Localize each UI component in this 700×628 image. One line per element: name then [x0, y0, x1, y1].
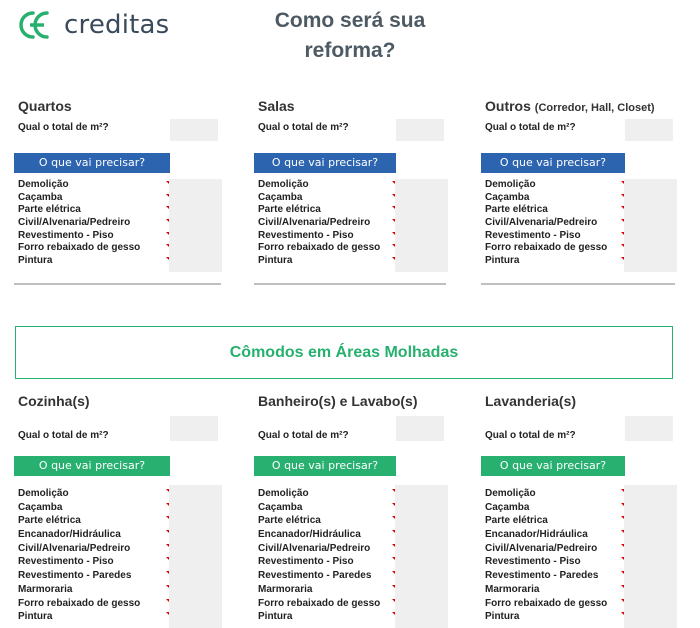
area-question: Qual o total de m²? [18, 430, 109, 441]
service-item-label: Forro rebaixado de gesso [485, 242, 608, 254]
service-item-label: Demolição [485, 488, 536, 499]
service-item-label: Marmoraria [258, 583, 313, 595]
area-input[interactable] [170, 119, 218, 141]
need-button[interactable]: O que vai precisar? [481, 456, 625, 476]
area-input[interactable] [625, 119, 673, 141]
service-checkbox-column[interactable] [624, 485, 677, 628]
service-item-label: Civil/Alvenaria/Pedreiro [258, 217, 371, 229]
service-item-label: Forro rebaixado de gesso [258, 242, 381, 254]
service-item-label: Parte elétrica [18, 515, 81, 527]
service-item-label: Demolição [258, 179, 309, 190]
service-item-label: Marmoraria [18, 583, 73, 595]
card-divider [481, 283, 675, 285]
card-divider [14, 283, 221, 285]
service-item-label: Pintura [258, 611, 293, 623]
need-button[interactable]: O que vai precisar? [481, 153, 625, 173]
service-item-label: Pintura [485, 255, 520, 267]
service-item-label: Civil/Alvenaria/Pedreiro [485, 217, 598, 229]
area-input[interactable] [625, 416, 673, 441]
service-item-label: Demolição [485, 179, 536, 190]
service-item-label: Pintura [18, 611, 53, 623]
service-item-label: Caçamba [485, 501, 530, 513]
room-title: Outros (Corredor, Hall, Closet) [485, 98, 655, 114]
service-item-label: Caçamba [18, 191, 63, 203]
service-item-label: Parte elétrica [18, 204, 81, 216]
service-item-label: Revestimento - Piso [258, 556, 354, 568]
service-item-label: Caçamba [485, 191, 530, 203]
creditas-logo-icon [16, 8, 60, 42]
area-question: Qual o total de m²? [485, 430, 576, 441]
service-checkbox-column[interactable] [395, 485, 448, 628]
service-item-label: Revestimento - Paredes [485, 570, 599, 582]
service-item-label: Revestimento - Piso [485, 229, 581, 241]
service-item-label: Pintura [485, 611, 520, 623]
need-button[interactable]: O que vai precisar? [254, 153, 396, 173]
creditas-logo [16, 8, 186, 42]
room-title: Quartos [18, 98, 72, 114]
service-item-label: Civil/Alvenaria/Pedreiro [18, 542, 131, 554]
page-title: Como será sua reforma? [274, 9, 426, 62]
service-item-label: Marmoraria [485, 583, 540, 595]
service-item-label: Forro rebaixado de gesso [258, 597, 381, 609]
service-item-label: Revestimento - Piso [485, 556, 581, 568]
service-checkbox-column[interactable] [395, 179, 448, 272]
need-button[interactable]: O que vai precisar? [254, 456, 396, 476]
logo-text: creditas [64, 10, 170, 40]
service-item-label: Parte elétrica [485, 204, 548, 216]
room-title: Cozinha(s) [18, 393, 90, 409]
service-item-label: Revestimento - Paredes [258, 570, 372, 582]
service-item-label: Revestimento - Piso [18, 229, 114, 241]
area-question: Qual o total de m²? [258, 430, 349, 441]
service-item-label: Parte elétrica [485, 515, 548, 527]
room-title: Banheiro(s) e Lavabo(s) [258, 393, 418, 409]
wet-areas-banner: Cômodos em Áreas Molhadas [15, 326, 673, 379]
service-item-label: Forro rebaixado de gesso [18, 242, 141, 254]
area-input[interactable] [396, 416, 444, 441]
service-item-label: Civil/Alvenaria/Pedreiro [485, 542, 598, 554]
area-question: Qual o total de m²? [18, 122, 109, 133]
service-item-label: Demolição [18, 488, 69, 499]
room-title: Lavanderia(s) [485, 393, 577, 409]
service-item-label: Revestimento - Paredes [18, 570, 132, 582]
service-item-label: Encanador/Hidráulica [485, 529, 588, 541]
service-item-label: Caçamba [258, 501, 303, 513]
service-checkbox-column[interactable] [169, 179, 222, 272]
service-item-label: Caçamba [258, 191, 303, 203]
area-question: Qual o total de m²? [258, 122, 349, 133]
service-item-label: Civil/Alvenaria/Pedreiro [18, 217, 131, 229]
need-button[interactable]: O que vai precisar? [14, 456, 170, 476]
service-item-label: Forro rebaixado de gesso [18, 597, 141, 609]
service-item-label: Parte elétrica [258, 515, 321, 527]
service-item-label: Encanador/Hidráulica [258, 529, 361, 541]
card-divider [254, 283, 446, 285]
room-title: Salas [258, 98, 295, 114]
service-checkbox-column[interactable] [169, 485, 222, 628]
service-item-label: Pintura [18, 255, 53, 267]
need-button[interactable]: O que vai precisar? [14, 153, 170, 173]
area-input[interactable] [170, 416, 218, 441]
service-item-label: Revestimento - Piso [258, 229, 354, 241]
service-item-label: Civil/Alvenaria/Pedreiro [258, 542, 371, 554]
area-input[interactable] [396, 119, 444, 141]
service-item-label: Caçamba [18, 501, 63, 513]
service-item-label: Parte elétrica [258, 204, 321, 216]
service-item-label: Demolição [258, 488, 309, 499]
area-question: Qual o total de m²? [485, 122, 576, 133]
service-item-label: Forro rebaixado de gesso [485, 597, 608, 609]
service-item-label: Demolição [18, 179, 69, 190]
service-item-label: Encanador/Hidráulica [18, 529, 121, 541]
service-item-label: Revestimento - Piso [18, 556, 114, 568]
service-item-label: Pintura [258, 255, 293, 267]
service-checkbox-column[interactable] [624, 179, 677, 272]
